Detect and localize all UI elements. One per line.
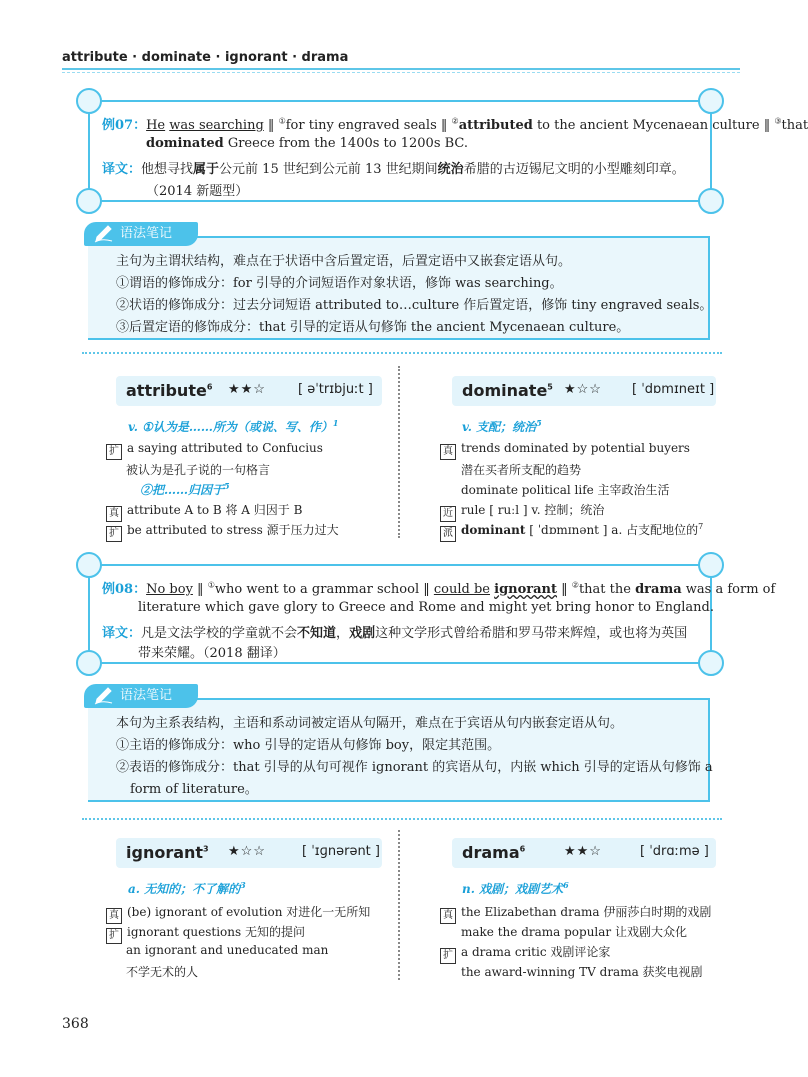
note-line: ②表语的修饰成分：that 引导的从句可视作 ignorant 的宾语从句，内嵌 which 引导的定语从句修饰 a <box>116 760 713 775</box>
entry: 扩 be attributed to stress 源于压力过大 <box>106 521 339 542</box>
note-line: ③后置定语的修饰成分：that 引导的定语从句修饰 the ancient Mycenaean culture。 <box>116 320 630 335</box>
column-divider <box>398 830 400 980</box>
entry: an ignorant and uneducated man <box>126 943 329 957</box>
word-card-attribute <box>116 376 382 406</box>
entry-translation: 潜在买者所支配的趋势 <box>461 463 582 477</box>
entry: 真 trends dominated by potential buyers <box>440 441 690 460</box>
grammar-notes-tab <box>84 684 198 708</box>
entry: make the drama popular 让戏剧大众化 <box>461 925 687 939</box>
grammar-notes-label: 语法笔记 <box>120 226 173 241</box>
example-08-translation-cont: 带来荣耀。（2018 翻译） <box>138 646 286 661</box>
example-07-line1: 例07：He was searching ‖ ①for tiny engraved seals ‖ ②attributed to the ancient Mycenaean culture ‖ ③that <box>102 116 808 133</box>
word-card-ignorant <box>116 838 382 868</box>
entry: 真 (be) ignorant of evolution 对进化一无所知 <box>106 903 370 924</box>
entry: 扩 a drama critic 戏剧评论家 <box>440 943 610 964</box>
grammar-notes-label: 语法笔记 <box>120 688 173 703</box>
entry: 派 dominant [ ˈdɒmɪnənt ] a. 占支配地位的$^7$ <box>440 521 703 542</box>
headword: ignorant$^3$ <box>126 843 209 862</box>
phonetic: [ əˈtrɪbjuːt ] <box>298 382 373 397</box>
note-line: 主句为主谓状结构，难点在于状语中含后置定语，后置定语中又嵌套定语从句。 <box>116 254 572 269</box>
grammar-notes-1 <box>88 236 713 340</box>
example-07-box <box>88 100 808 202</box>
word-card-drama <box>452 838 716 868</box>
star-rating: ★☆☆ <box>228 844 266 859</box>
example-07-source: （2014 新题型） <box>146 184 249 199</box>
entry: the award-winning TV drama 获奖电视剧 <box>461 965 703 979</box>
star-rating: ★★☆ <box>564 844 602 859</box>
grammar-notes-2 <box>88 698 713 802</box>
note-line: ②状语的修饰成分：过去分词短语 attributed to…culture 作后置定语，修饰 tiny engraved seals。 <box>116 298 713 313</box>
star-rating: ★★☆ <box>228 382 266 397</box>
entry: 扩 a saying attributed to Confucius <box>106 441 323 460</box>
note-line: ①谓语的修饰成分：for 引导的介词短语作对象状语，修饰 was searching。 <box>116 276 563 291</box>
section-divider <box>82 818 722 820</box>
headword: attribute$^6$ <box>126 381 213 400</box>
word-card-dominate <box>452 376 716 406</box>
example-08-line2: literature which gave glory to Greece and Rome and might yet bring honor to England. <box>138 600 715 615</box>
sense: n. 戏剧；戏剧艺术$^6$ <box>462 880 569 896</box>
sense: ②把……归因于$^5$ <box>140 481 230 497</box>
entry-translation: 不学无术的人 <box>126 965 199 979</box>
running-header: attribute · dominate · ignorant · drama <box>62 50 349 65</box>
example-08-translation: 译文：凡是文法学校的学童就不会不知道，戏剧这种文学形式曾给希腊和罗马带来辉煌，或也将为英国 <box>102 626 688 641</box>
phonetic: [ ˈdrɑːmə ] <box>640 844 709 859</box>
example-07-line2: dominated Greece from the 1400s to 1200s BC. <box>146 136 469 151</box>
header-rule <box>62 68 740 70</box>
sense: a. 无知的；不了解的$^3$ <box>128 880 246 896</box>
grammar-notes-tab <box>84 222 198 246</box>
note-line: form of literature。 <box>130 782 258 797</box>
note-line: 本句为主系表结构，主语和系动词被定语从句隔开，难点在于宾语从句内嵌套定语从句。 <box>116 716 624 731</box>
sense: v. 支配；统治$^5$ <box>462 418 542 434</box>
sense: v. ①认为是……所为（或说、写、作）$^1$ <box>128 418 339 434</box>
entry: dominate political life 主宰政治生活 <box>461 483 670 497</box>
pen-icon <box>94 225 114 243</box>
phonetic: [ ˈdɒmɪneɪt ] <box>632 382 715 397</box>
example-07-translation: 译文：他想寻找属于公元前 15 世纪到公元前 13 世纪期间统治希腊的古迈锡尼文明的小型雕刻印章。 <box>102 162 685 177</box>
example-08-box <box>88 564 776 664</box>
entry: 近 rule [ ruːl ] v. 控制；统治 <box>440 501 604 522</box>
page-number: 368 <box>62 1016 89 1032</box>
header-rule-dashed <box>62 72 740 73</box>
section-divider <box>82 352 722 354</box>
column-divider <box>398 366 400 538</box>
entry-translation: 被认为是孔子说的一句格言 <box>126 463 271 477</box>
note-line: ①主语的修饰成分：who 引导的定语从句修饰 boy，限定其范围。 <box>116 738 501 753</box>
pen-icon <box>94 687 114 705</box>
star-rating: ★☆☆ <box>564 382 602 397</box>
entry: 真 attribute A to B 将 A 归因于 B <box>106 501 302 522</box>
entry: 扩 ignorant questions 无知的提问 <box>106 923 305 944</box>
example-08-line1: 例08：No boy ‖ ①who went to a grammar school ‖ could be ignorant ‖ ②that the drama was a form of <box>102 580 776 597</box>
headword: drama$^6$ <box>462 843 526 862</box>
phonetic: [ ˈɪɡnərənt ] <box>302 844 380 859</box>
entry: 真 the Elizabethan drama 伊丽莎白时期的戏剧 <box>440 903 711 924</box>
headword: dominate$^5$ <box>462 381 553 400</box>
